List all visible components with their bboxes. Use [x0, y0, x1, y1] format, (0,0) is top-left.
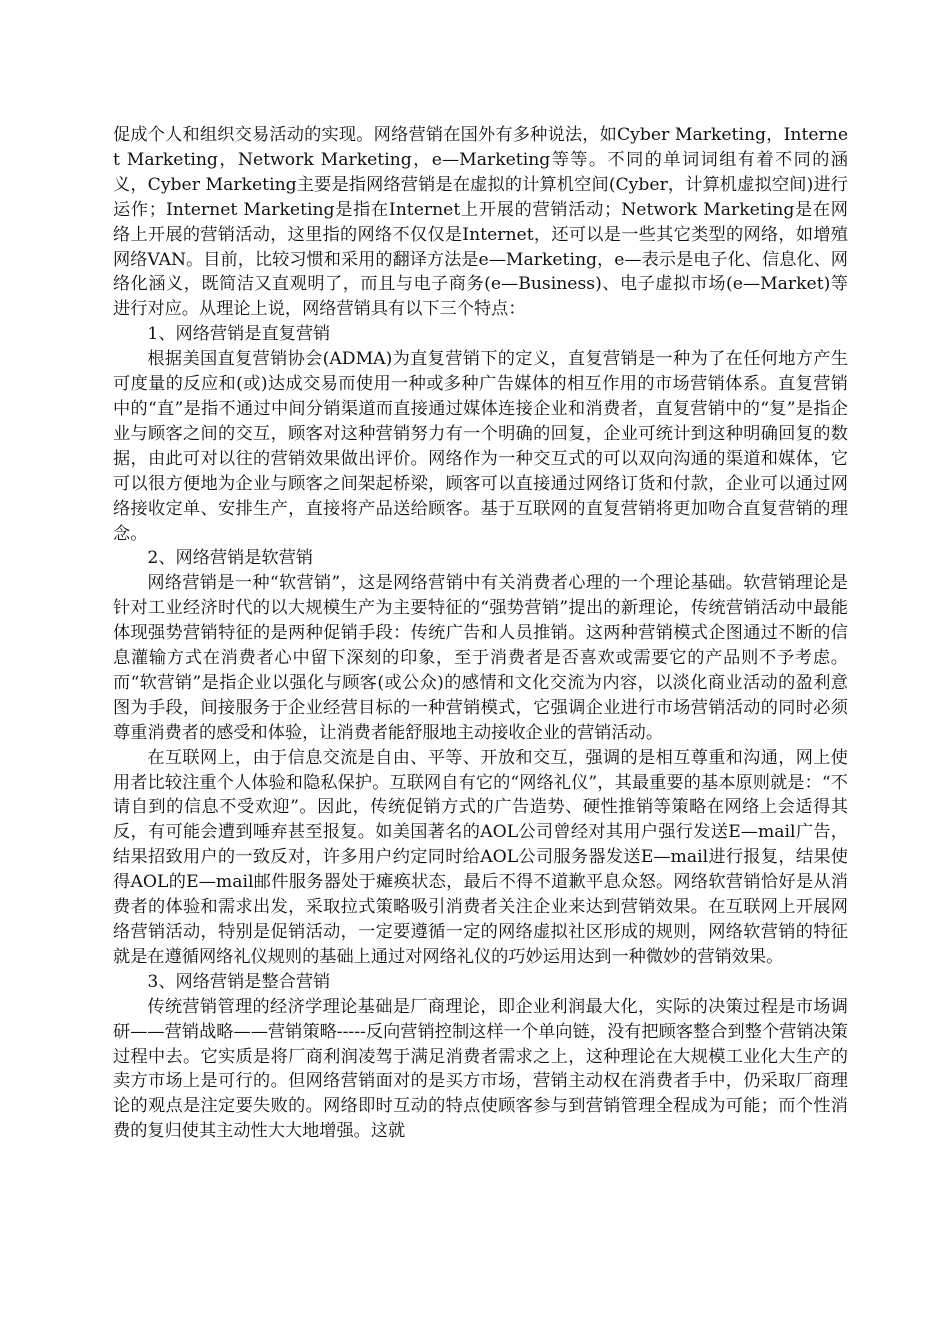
paragraph-intro: 促成个人和组织交易活动的实现。网络营销在国外有多种说法，如Cyber Marketing，Internet Marketing，Network Marketing，e—Marketing等等。不同的单词词组有着不同的涵义，Cyber Marketing主要是指网络营销是在虚拟的计算机空间(Cyber，计算机虚拟空间)进行运作；Internet Marketing是指在Internet上开展的营销活动；Network Marketing是在网络上开展的营销活动，这里指的网络不仅仅是Internet，还可以是一些其它类型的网络，如增殖网络VAN。目前，比较习惯和采用的翻译方法是e—Marketing，e—表示是电子化、信息化、网络化涵义，既简洁又直观明了，而且与电子商务(e—Business)、电子虚拟市场(e—Market)等进行对应。从理论上说，网络营销具有以下三个特点： — [113, 125, 848, 320]
paragraph-internet-etiquette: 在互联网上，由于信息交流是自由、平等、开放和交互，强调的是相互尊重和沟通，网上使用者比较注重个人体验和隐私保护。互联网自有它的“网络礼仪”，其最重要的基本原则就是：“不请自到的信息不受欢迎”。因此，传统促销方式的广告造势、硬性推销等策略在网络上会适得其反，有可能会遭到唾弃甚至报复。如美国著名的AOL公司曾经对其用户强行发送E—mail广告，结果招致用户的一致反对，许多用户约定同时给AOL公司服务器发送E—mail进行报复，结果使得AOL的E—mail邮件服务器处于瘫痪状态，最后不得不道歉平息众怒。网络软营销恰好是从消费者的体验和需求出发，采取拉式策略吸引消费者关注企业来达到营销效果。在互联网上开展网络营销活动，特别是促销活动，一定要遵循一定的网络虚拟社区形成的规则，网络软营销的特征就是在遵循网络礼仪规则的基础上通过对网络礼仪的巧妙运用达到一种微妙的营销效果。 — [113, 747, 848, 967]
paragraph-soft-marketing: 网络营销是一种“软营销”，这是网络营销中有关消费者心理的一个理论基础。软营销理论是针对工业经济时代的以大规模生产为主要特征的“强势营销”提出的新理论，传统营销活动中最能体现强势营销特征的是两种促销手段：传统广告和人员推销。这两种营销模式企图通过不断的信息灌输方式在消费者心中留下深刻的印象，至于消费者是否喜欢或需要它的产品则不予考虑。而“软营销”是指企业以强化与顾客(或公众)的感情和文化交流为内容，以淡化商业活动的盈利意图为手段，间接服务于企业经营目标的一种营销模式，它强调企业进行市场营销活动的同时必须尊重消费者的感受和体验，让消费者能舒服地主动接收企业的营销活动。 — [113, 573, 848, 743]
document-body — [113, 123, 848, 1144]
paragraph-integrated-marketing: 传统营销管理的经济学理论基础是厂商理论，即企业利润最大化，实际的决策过程是市场调研——营销战略——营销策略-----反向营销控制这样一个单向链，没有把顾客整合到整个营销决策过程中去。它实质是将厂商利润凌驾于满足消费者需求之上，这种理论在大规模工业化大生产的卖方市场上是可行的。但网络营销面对的是买方市场，营销主动权在消费者手中，仍采取厂商理论的观点是注定要失败的。网络即时互动的特点使顾客参与到营销管理全程成为可能；而个性消费的复归使其主动性大大地增强。这就 — [113, 996, 848, 1142]
section-heading-integrated-marketing: 3、网络营销是整合营销 — [147, 971, 331, 992]
section-heading-soft-marketing: 2、网络营销是软营销 — [147, 548, 314, 569]
section-heading-direct-marketing: 1、网络营销是直复营销 — [147, 324, 331, 345]
paragraph-direct-marketing: 根据美国直复营销协会(ADMA)为直复营销下的定义，直复营销是一种为了在任何地方产生可度量的反应和(或)达成交易而使用一种或多种广告媒体的相互作用的市场营销体系。直复营销中的“直”是指不通过中间分销渠道而直接通过媒体连接企业和消费者，直复营销中的“复”是指企业与顾客之间的交互，顾客对这种营销努力有一个明确的回复，企业可统计到这种明确回复的数据，由此可对以往的营销效果做出评价。网络作为一种交互式的可以双向沟通的渠道和媒体，它可以很方便地为企业与顾客之间架起桥梁，顾客可以直接通过网络订货和付款，企业可以通过网络接收定单、安排生产，直接将产品送给顾客。基于互联网的直复营销将更加吻合直复营销的理念。 — [113, 349, 848, 544]
